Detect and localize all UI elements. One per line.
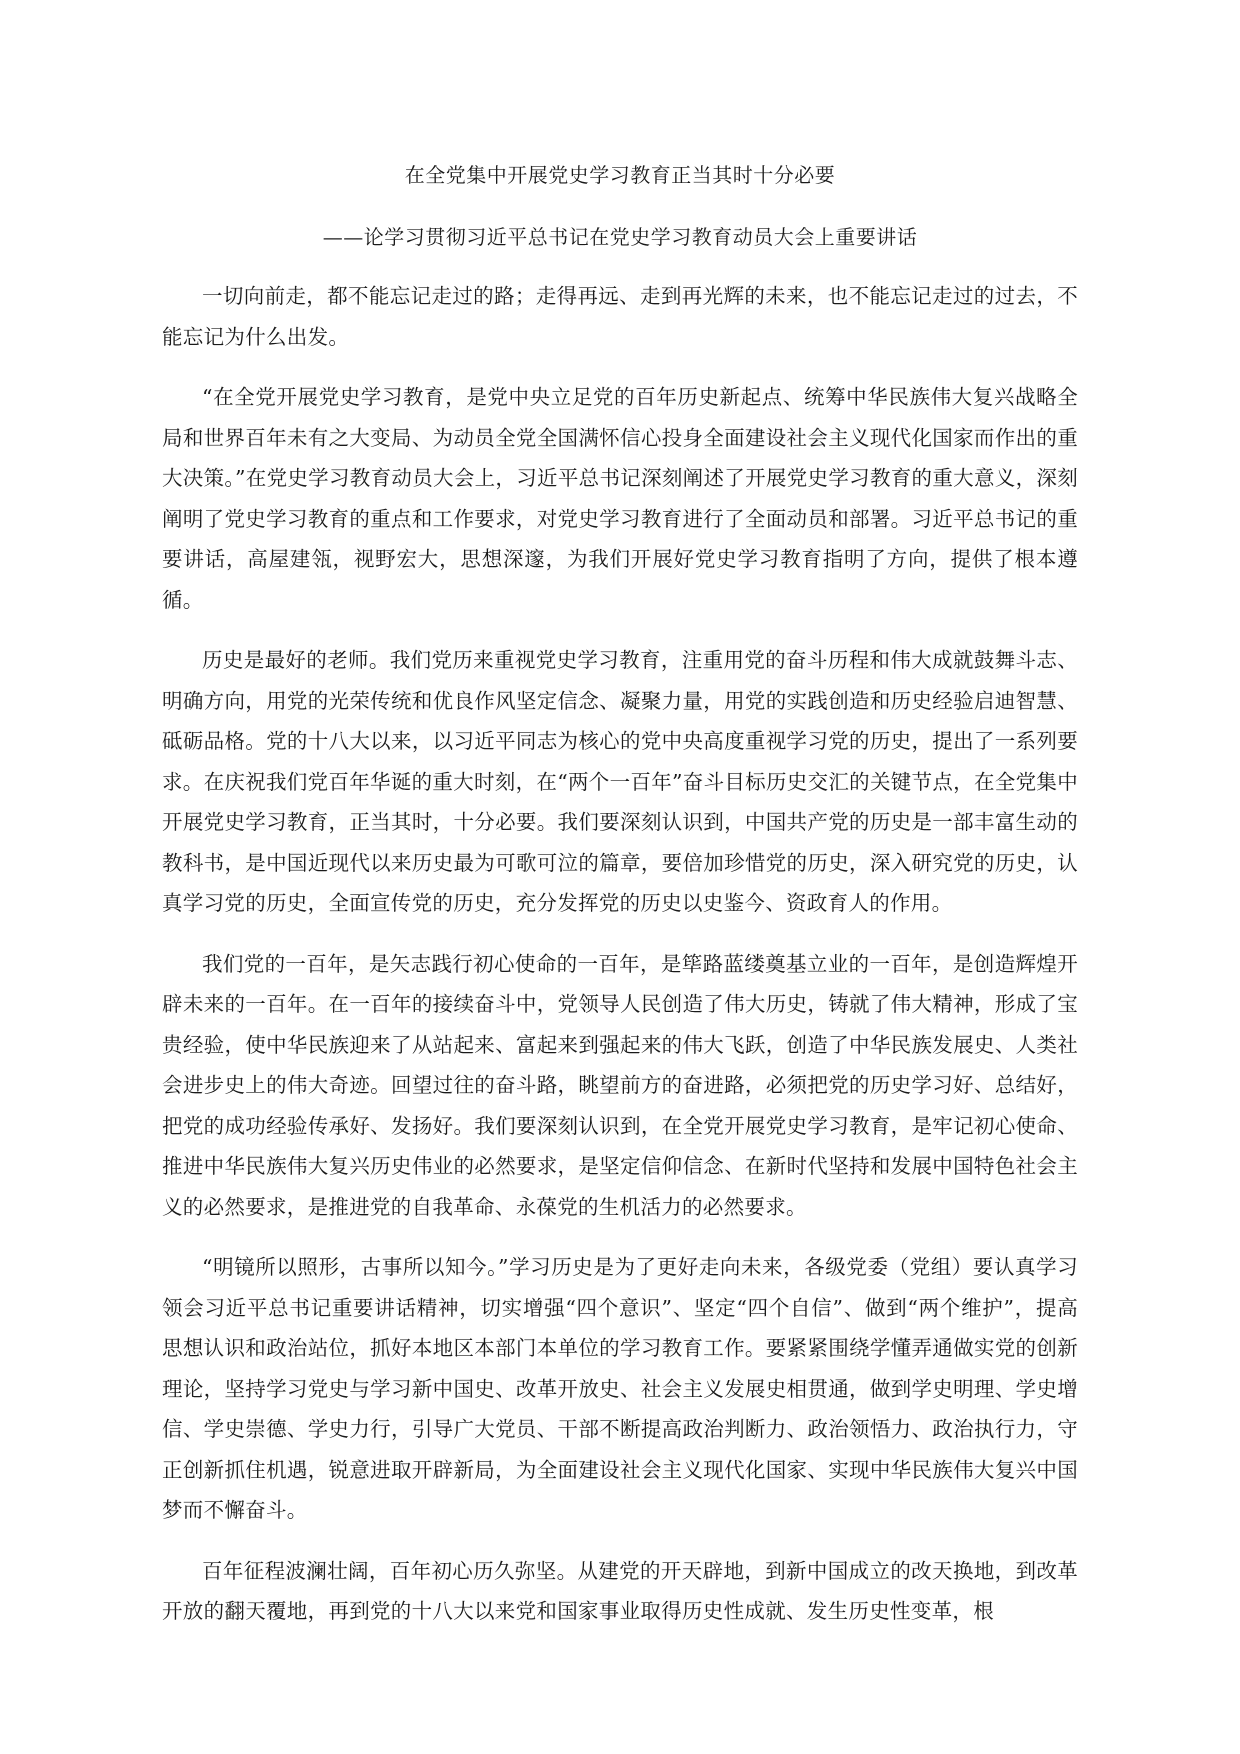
paragraph-4: 我们党的一百年，是矢志践行初心使命的一百年，是筚路蓝缕奠基立业的一百年，是创造辉煌开辟未来的一百年。在一百年的接续奋斗中，党领导人民创造了伟大历史，铸就了伟大精神，形成了宝贵经验，使中华民族迎来了从站起来、富起来到强起来的伟大飞跃，创造了中华民族发展史、人类社会进步史上的伟大奇迹。回望过往的奋斗路，眺望前方的奋进路，必须把党的历史学习好、总结好，把党的成功经验传承好、发扬好。我们要深刻认识到，在全党开展党史学习教育，是牢记初心使命、推进中华民族伟大复兴历史伟业的必然要求，是坚定信仰信念、在新时代坚持和发展中国特色社会主义的必然要求，是推进党的自我革命、永葆党的生机活力的必然要求。 (162, 951, 1078, 1219)
paragraph-1: 一切向前走，都不能忘记走过的路；走得再远、走到再光辉的未来，也不能忘记走过的过去，不能忘记为什么出发。 (162, 284, 1078, 349)
document-body (162, 276, 1078, 1652)
document-subtitle: ——论学习贯彻习近平总书记在党史学习教育动员大会上重要讲话 (322, 225, 918, 249)
paragraph-2: “在全党开展党史学习教育，是党中央立足党的百年历史新起点、统筹中华民族伟大复兴战略全局和世界百年未有之大变局、为动员全党全国满怀信心投身全面建设社会主义现代化国家而作出的重大决策。”在党史学习教育动员大会上，习近平总书记深刻阐述了开展党史学习教育的重大意义，深刻阐明了党史学习教育的重点和工作要求，对党史学习教育进行了全面动员和部署。习近平总书记的重要讲话，高屋建瓴，视野宏大，思想深邃，为我们开展好党史学习教育指明了方向，提供了根本遵循。 (162, 385, 1078, 612)
paragraph-3: 历史是最好的老师。我们党历来重视党史学习教育，注重用党的奋斗历程和伟大成就鼓舞斗志、明确方向，用党的光荣传统和优良作风坚定信念、凝聚力量，用党的实践创造和历史经验启迪智慧、砥砺品格。党的十八大以来，以习近平同志为核心的党中央高度重视学习党的历史，提出了一系列要求。在庆祝我们党百年华诞的重大时刻，在“两个一百年”奋斗目标历史交汇的关键节点，在全党集中开展党史学习教育，正当其时，十分必要。我们要深刻认识到，中国共产党的历史是一部丰富生动的教科书，是中国近现代以来历史最为可歌可泣的篇章，要倍加珍惜党的历史，深入研究党的历史，认真学习党的历史，全面宣传党的历史，充分发挥党的历史以史鉴今、资政育人的作用。 (162, 648, 1078, 915)
document-title: 在全党集中开展党史学习教育正当其时十分必要 (404, 163, 836, 187)
paragraph-5: “明镜所以照形，古事所以知今。”学习历史是为了更好走向未来，各级党委（党组）要认真学习领会习近平总书记重要讲话精神，切实增强“四个意识”、坚定“四个自信”、做到“两个维护”，提高思想认识和政治站位，抓好本地区本部门本单位的学习教育工作。要紧紧围绕学懂弄通做实党的创新理论，坚持学习党史与学习新中国史、改革开放史、社会主义发展史相贯通，做到学史明理、学史增信、学史崇德、学史力行，引导广大党员、干部不断提高政治判断力、政治领悟力、政治执行力，守正创新抓住机遇，锐意进取开辟新局，为全面建设社会主义现代化国家、实现中华民族伟大复兴中国梦而不懈奋斗。 (162, 1255, 1078, 1522)
paragraph-6: 百年征程波澜壮阔，百年初心历久弥坚。从建党的开天辟地，到新中国成立的改天换地，到改革开放的翻天覆地，再到党的十八大以来党和国家事业取得历史性成就、发生历史性变革，根 (162, 1558, 1078, 1623)
